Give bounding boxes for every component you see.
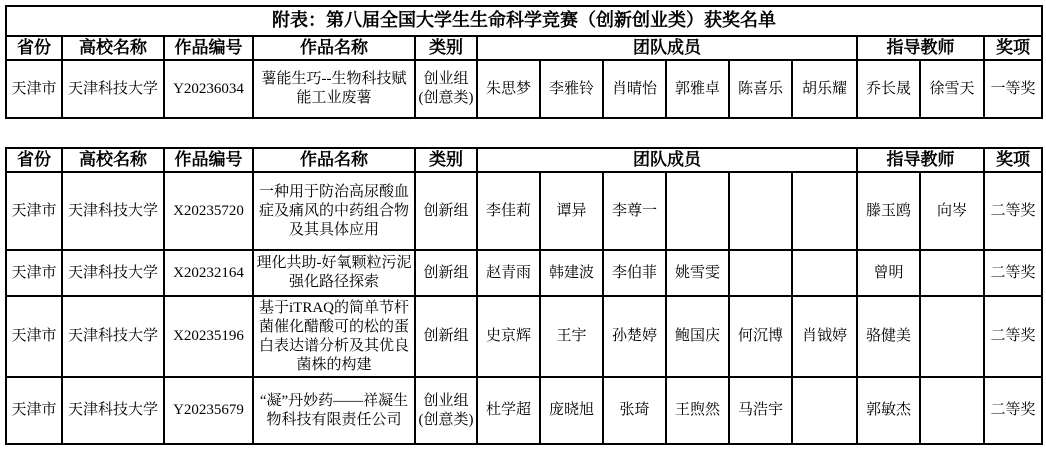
header-members: 团队成员 bbox=[477, 36, 857, 60]
cell-name: 基于iTRAQ的简单节杆菌催化醋酸可的松的蛋白表达谱分析及其优良菌株的构建 bbox=[253, 296, 415, 377]
table-row bbox=[6, 60, 1042, 118]
cell-advisor: 曾明 bbox=[857, 250, 920, 296]
award-table-first-prize bbox=[5, 5, 1043, 119]
cell-category: 创业组 (创意类) bbox=[415, 60, 477, 118]
cell-province: 天津市 bbox=[6, 296, 62, 377]
table-row bbox=[6, 250, 1042, 296]
header-province: 省份 bbox=[6, 148, 62, 172]
cell-advisor bbox=[920, 296, 984, 377]
cell-award: 二等奖 bbox=[984, 377, 1042, 444]
header-members: 团队成员 bbox=[477, 148, 857, 172]
cell-advisor bbox=[920, 250, 984, 296]
cell-advisor bbox=[920, 377, 984, 444]
table-title: 附表：第八届全国大学生生命科学竞赛（创新创业类）获奖名单 bbox=[6, 6, 1042, 36]
cell-school: 天津科技大学 bbox=[62, 250, 164, 296]
header-row bbox=[6, 36, 1042, 60]
cell-category: 创新组 bbox=[415, 172, 477, 250]
cell-member bbox=[666, 172, 729, 250]
cell-category: 创业组 (创意类) bbox=[415, 377, 477, 444]
cell-member: 马浩宇 bbox=[729, 377, 792, 444]
cell-member: 肖晴怡 bbox=[603, 60, 666, 118]
cell-member bbox=[729, 250, 792, 296]
cell-member bbox=[792, 172, 857, 250]
cell-member: 姚雪雯 bbox=[666, 250, 729, 296]
cell-member bbox=[729, 172, 792, 250]
cell-advisor: 滕玉鸥 bbox=[857, 172, 920, 250]
cell-advisor: 徐雪天 bbox=[920, 60, 984, 118]
cell-award: 二等奖 bbox=[984, 172, 1042, 250]
cell-member: 朱思梦 bbox=[477, 60, 540, 118]
header-advisors: 指导教师 bbox=[857, 36, 984, 60]
cell-school: 天津科技大学 bbox=[62, 60, 164, 118]
cell-province: 天津市 bbox=[6, 377, 62, 444]
cell-member: 王宇 bbox=[540, 296, 603, 377]
table-row bbox=[6, 296, 1042, 377]
cell-school: 天津科技大学 bbox=[62, 296, 164, 377]
cell-name: 理化共助-好氧颗粒污泥强化路径探索 bbox=[253, 250, 415, 296]
cell-member: 李尊一 bbox=[603, 172, 666, 250]
header-province: 省份 bbox=[6, 36, 62, 60]
header-name: 作品名称 bbox=[253, 148, 415, 172]
cell-advisor: 向岑 bbox=[920, 172, 984, 250]
header-category: 类别 bbox=[415, 148, 477, 172]
cell-member: 庞晓旭 bbox=[540, 377, 603, 444]
cell-name: 薯能生巧--生物科技赋能工业废薯 bbox=[253, 60, 415, 118]
cell-id: X20235720 bbox=[164, 172, 253, 250]
cell-member: 张琦 bbox=[603, 377, 666, 444]
cell-category: 创新组 bbox=[415, 250, 477, 296]
header-award: 奖项 bbox=[984, 148, 1042, 172]
cell-member: 李雅铃 bbox=[540, 60, 603, 118]
cell-province: 天津市 bbox=[6, 250, 62, 296]
cell-category: 创新组 bbox=[415, 296, 477, 377]
cell-member: 郭雅卓 bbox=[666, 60, 729, 118]
cell-award: 一等奖 bbox=[984, 60, 1042, 118]
cell-member: 王煦然 bbox=[666, 377, 729, 444]
cell-member: 陈喜乐 bbox=[729, 60, 792, 118]
award-table-second-prize bbox=[5, 147, 1043, 445]
cell-member: 赵青雨 bbox=[477, 250, 540, 296]
cell-member: 谭异 bbox=[540, 172, 603, 250]
cell-province: 天津市 bbox=[6, 60, 62, 118]
cell-member: 何沉博 bbox=[729, 296, 792, 377]
header-school: 高校名称 bbox=[62, 36, 164, 60]
cell-school: 天津科技大学 bbox=[62, 172, 164, 250]
cell-member: 杜学超 bbox=[477, 377, 540, 444]
header-row bbox=[6, 148, 1042, 172]
cell-member: 李伯菲 bbox=[603, 250, 666, 296]
header-school: 高校名称 bbox=[62, 148, 164, 172]
header-category: 类别 bbox=[415, 36, 477, 60]
cell-advisor: 郭敏杰 bbox=[857, 377, 920, 444]
cell-award: 二等奖 bbox=[984, 296, 1042, 377]
cell-name: 一种用于防治高尿酸血症及痛风的中药组合物及其具体应用 bbox=[253, 172, 415, 250]
cell-member: 孙楚婷 bbox=[603, 296, 666, 377]
cell-member bbox=[792, 250, 857, 296]
cell-member: 韩建波 bbox=[540, 250, 603, 296]
table-row bbox=[6, 172, 1042, 250]
cell-member: 李佳莉 bbox=[477, 172, 540, 250]
cell-id: X20235196 bbox=[164, 296, 253, 377]
cell-id: X20232164 bbox=[164, 250, 253, 296]
cell-id: Y20235679 bbox=[164, 377, 253, 444]
header-award: 奖项 bbox=[984, 36, 1042, 60]
header-advisors: 指导教师 bbox=[857, 148, 984, 172]
cell-school: 天津科技大学 bbox=[62, 377, 164, 444]
header-id: 作品编号 bbox=[164, 148, 253, 172]
cell-member: 胡乐耀 bbox=[792, 60, 857, 118]
cell-member: 肖钺婷 bbox=[792, 296, 857, 377]
header-id: 作品编号 bbox=[164, 36, 253, 60]
cell-id: Y20236034 bbox=[164, 60, 253, 118]
cell-member bbox=[792, 377, 857, 444]
cell-member: 鲍国庆 bbox=[666, 296, 729, 377]
cell-province: 天津市 bbox=[6, 172, 62, 250]
cell-advisor: 骆健美 bbox=[857, 296, 920, 377]
cell-member: 史京辉 bbox=[477, 296, 540, 377]
header-name: 作品名称 bbox=[253, 36, 415, 60]
cell-name: “凝”丹妙药——祥凝生物科技有限责任公司 bbox=[253, 377, 415, 444]
table-row bbox=[6, 377, 1042, 444]
cell-advisor: 乔长晟 bbox=[857, 60, 920, 118]
cell-award: 二等奖 bbox=[984, 250, 1042, 296]
